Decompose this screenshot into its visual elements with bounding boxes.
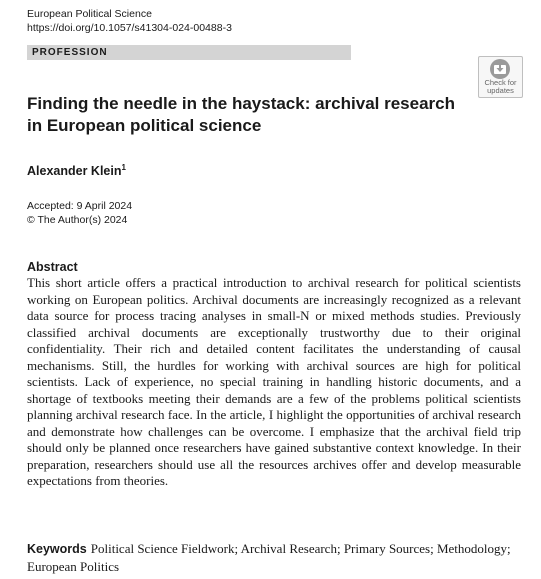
keywords-text: Political Science Fieldwork; Archival Research; Primary Sources; Methodology; European Politics — [27, 541, 511, 574]
badge-text — [479, 79, 522, 95]
section-bar — [27, 45, 351, 60]
keywords-label: Keywords — [27, 542, 87, 556]
author-affiliation-mark[interactable]: 1 — [121, 163, 126, 172]
author-line — [27, 160, 126, 179]
badge-line-2: updates — [487, 86, 514, 95]
section-label: PROFESSION — [32, 47, 108, 58]
copyright-notice: © The Author(s) 2024 — [27, 214, 128, 226]
keywords-line — [27, 540, 521, 575]
author-name: Alexander Klein — [27, 164, 122, 179]
abstract-heading: Abstract — [27, 260, 78, 274]
check-for-updates-icon — [490, 59, 510, 79]
accepted-date: Accepted: 9 April 2024 — [27, 200, 133, 212]
check-for-updates-badge[interactable] — [478, 56, 523, 98]
article-title: Finding the needle in the haystack: archival research in European political science — [27, 94, 455, 135]
journal-name: European Political Science — [27, 8, 152, 20]
badge-line-1: Check for — [484, 78, 517, 87]
doi-link[interactable]: https://doi.org/10.1057/s41304-024-00488-3 — [27, 22, 232, 34]
abstract-text: This short article offers a practical introduction to archival research for political scientists working on European politics. Archival documents are increasingly recognized as a relevant data source for process tracing analyses in small-N or mixed methods studies. Previously classified archival documents are exceptionally trustworthy due to their original confidentiality. Their rich and detailed content facilitates the understanding of causal mechanisms. Still, the hurdles for working with archival sources are high for political scientists. Lack of experience, no special training in handling historic documents, and a shortage of textbooks meeting their demands are a few of the problems political scientists planning archival research face. In the article, I highlight the opportunities of archival research and demonstrate how challenges can be overcome. I emphasize that the archival field trip should only be planned once researchers have gained substantive context knowledge. In their preparation, researchers should use all the resources archives offer and develop measurable expectations from theories. — [27, 275, 521, 488]
